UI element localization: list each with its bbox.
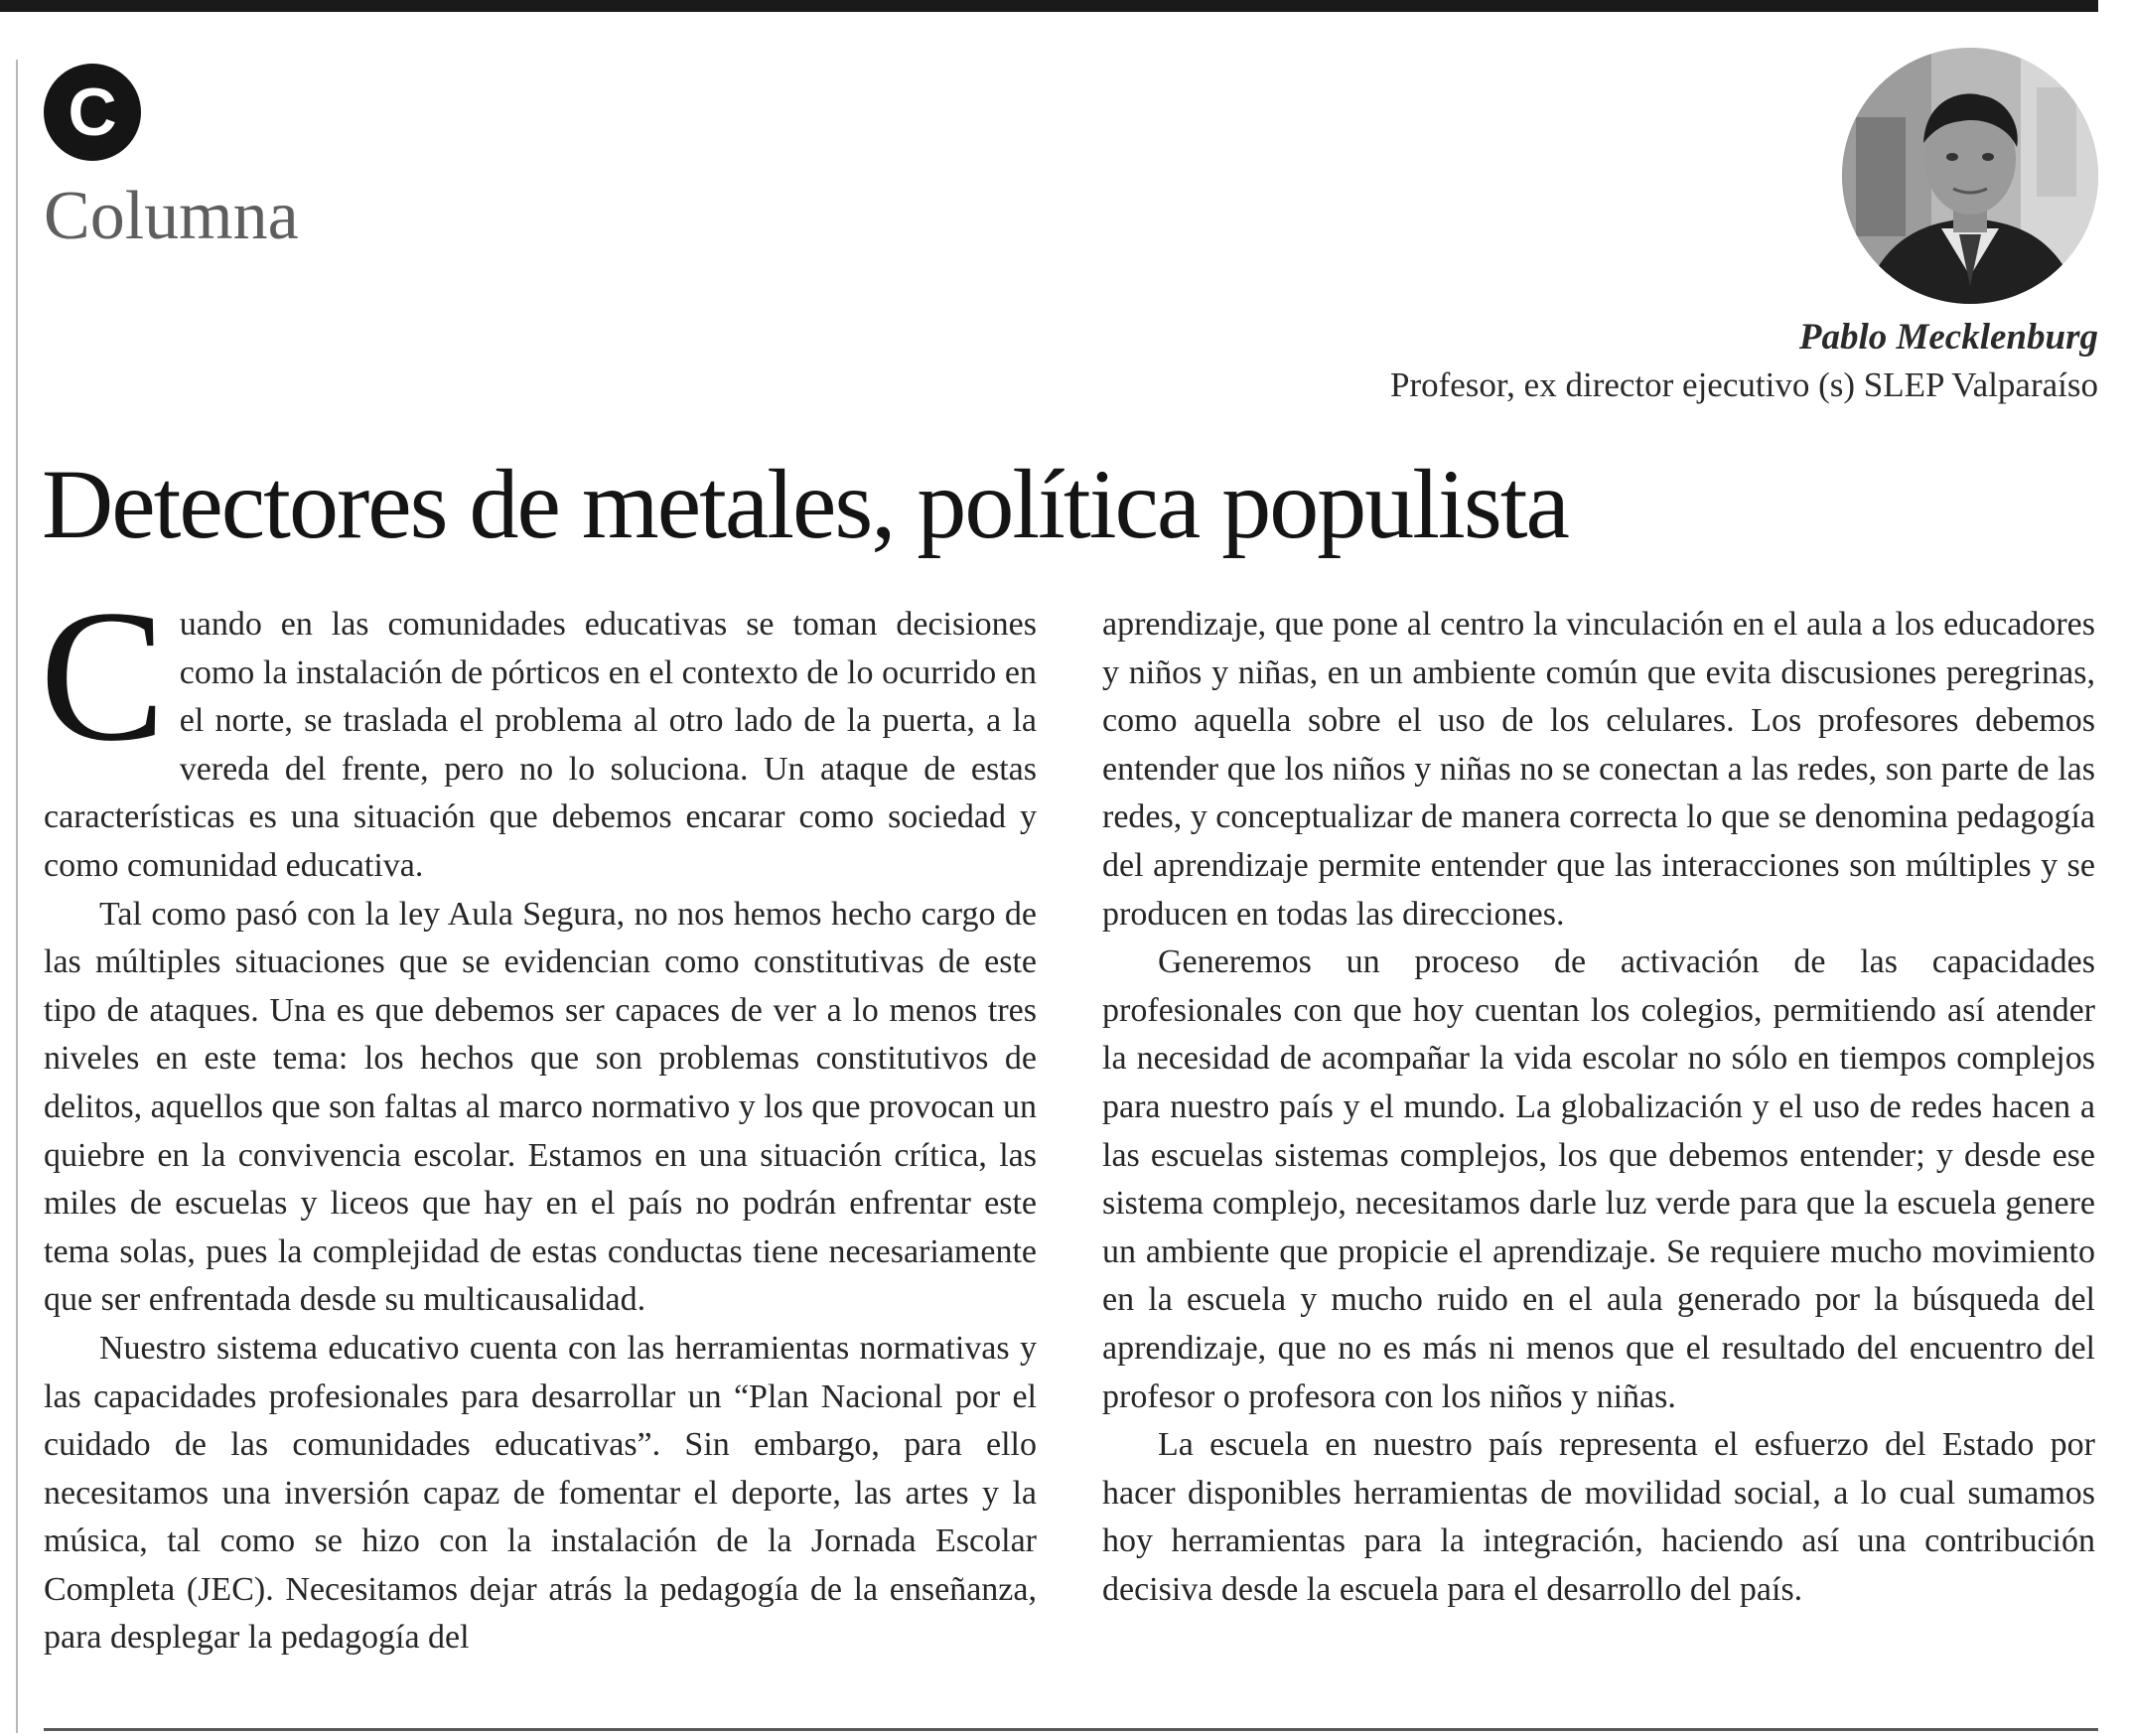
article-headline: Detectores de metales, política populista [42, 449, 1568, 559]
section-label: Columna [44, 178, 299, 254]
paragraph-2: Tal como pasó con la ley Aula Segura, no nos hemos hecho cargo de las múltiples situaciones que se evidencian como constitutivas de este tipo de ataques. Una es que debemos ser capaces de ver a lo menos tres niveles en este tema: los hechos que son problemas constitutivos de delitos, aquellos que son faltas al marco normativo y los que provocan un quiebre en la convivencia escolar. Estamos en una situación crítica, las miles de escuelas y liceos que hay en el país no podrán enfrentar este tema solas, pues la complejidad de estas conductas tiene necesariamente que ser enfrentada desde su multicausalidad. [44, 895, 1037, 1319]
author-name: Pablo Mecklenburg [1798, 317, 2098, 358]
section-badge: C [44, 64, 141, 161]
left-margin-rule [16, 60, 18, 1733]
drop-cap: C [40, 572, 166, 781]
article-column-right [1102, 601, 2095, 1614]
paragraph-3: Nuestro sistema educativo cuenta con las herramientas normativas y las capacidades profesionales para desarrollar un “Plan Nacional por el cuidado de las comunidades educativas”. Sin embargo, para ello necesitamos una inversión capaz de fomentar el deporte, las artes y la música, tal como se hizo con la instalación de la Jornada Escolar Completa (JEC). Necesitamos dejar atrás la pedagogía de la enseñanza, para desplegar la pedagogía del [44, 1329, 1037, 1657]
article-column-left [40, 572, 1037, 1663]
top-rule [0, 0, 2098, 12]
author-role: Profesor, ex director ejecutivo (s) SLEP Valparaíso [1390, 365, 2098, 404]
author-portrait-photo [1842, 48, 2098, 304]
paragraph-6: La escuela en nuestro país representa el esfuerzo del Estado por hacer disponibles herramientas de movilidad social, a lo cual sumamos hoy herramientas para la integración, haciendo así una contribución decisiva desde la escuela para el desarrollo del país. [1102, 1426, 2095, 1608]
bottom-rule [44, 1728, 2098, 1731]
paragraph-4: aprendizaje, que pone al centro la vinculación en el aula a los educadores y niños y niñas, en un ambiente común que evita discusiones peregrinas, como aquella sobre el uso de los celulares. Los profesores debemos entender que los niños y niñas no se conectan a las redes, son parte de las redes, y conceptualizar de manera correcta lo que se denomina pedagogía del aprendizaje permite entender que las interacciones son múltiples y se producen en todas las direcciones. [1102, 606, 2095, 933]
paragraph-1 [40, 572, 1037, 891]
paragraph-1-text: uando en las comunidades educativas se toman decisiones como la instalación de pórticos en el contexto de lo ocurrido en el norte, se traslada el problema al otro lado de la puerta, a la vereda del frente, pero no lo soluciona. Un ataque de estas características es una situación que debemos encarar como sociedad y como comunidad educativa. [44, 606, 1037, 884]
paragraph-5: Generemos un proceso de activación de las capacidades profesionales con que hoy cuentan los colegios, permitiendo así atender la necesidad de acompañar la vida escolar no sólo en tiempos complejos para nuestro país y el mundo. La globalización y el uso de redes hacen a las escuelas sistemas complejos, los que debemos entender; y desde ese sistema complejo, necesitamos darle luz verde para que la escuela genere un ambiente que propicie el aprendizaje. Se requiere mucho movimiento en la escuela y mucho ruido en el aula generado por la búsqueda del aprendizaje, que no es más ni menos que el resultado del encuentro del profesor o profesora con los niños y niñas. [1102, 943, 2095, 1415]
